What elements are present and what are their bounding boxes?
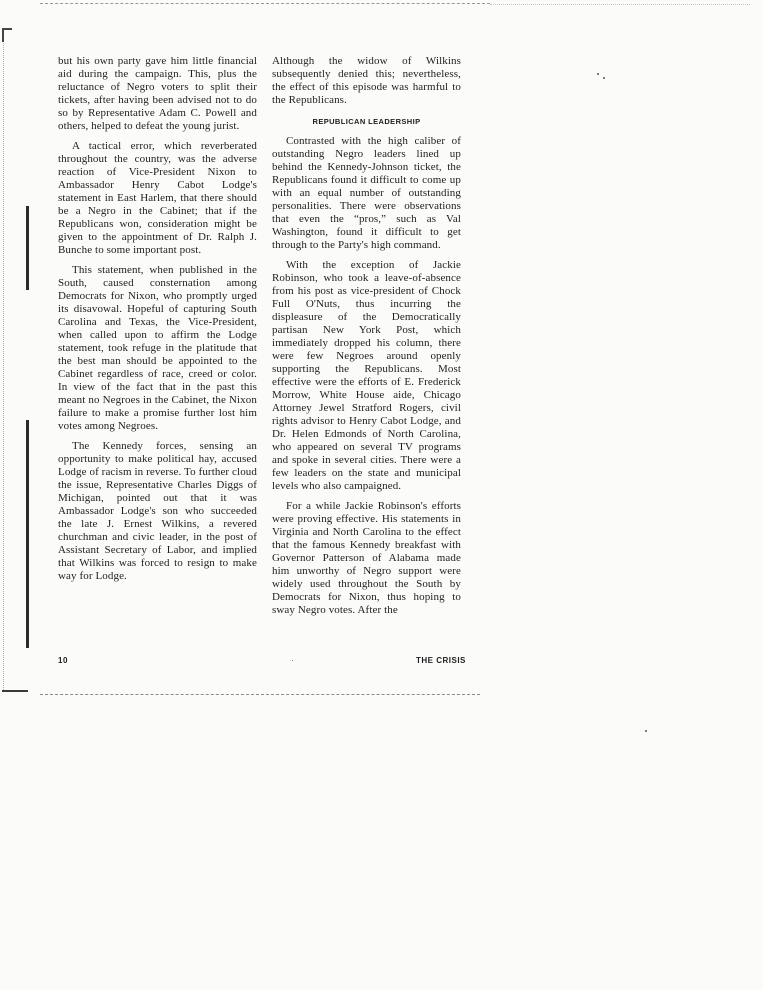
paragraph: but his own party gave him little financial aid during the campaign. This, plus the reluctance of Negro voters to split their tickets, after having been advised not to do so by Representative Adam C. Powell and others, helped to defeat the young jurist. (58, 55, 257, 132)
paragraph: With the exception of Jackie Robinson, who took a leave-of-absence from his post as vice-president of Chock Full O'Nuts, thus incurring the displeasure of the Democratically partisan New York Post, which immediately dropped his column, there were few Negroes around openly supporting the Republicans. Most effective were the efforts of E. Frederick Morrow, White House aide, Chicago Attorney Jewel Stratford Rogers, civil rights advisor to Henry Cabot Lodge, and Dr. Helen Edmonds of North Carolina, who appeared on several TV programs and spoke in several cities. There were a few leaders on the state and municipal levels who also campaigned. (272, 259, 461, 492)
scan-edge-top-right (490, 4, 750, 5)
scan-edge-bottom-left (2, 690, 28, 692)
right-column (272, 55, 461, 624)
paragraph: This statement, when published in the South, caused consternation among Democrats for Nixon, who promptly urged its disavowal. Hopeful of capturing South Carolina and Texas, the Vice-President, when called upon to affirm the Lodge statement, took refuge in the platitude that the best man should be appointed to the Cabinet regardless of race, creed or color. In view of the fact that in the past this meant no Negroes in the Cabinet, the Nixon failure to make a promise further lost him votes among Negroes. (58, 264, 257, 432)
scan-speck (645, 730, 647, 732)
scan-speck (603, 77, 605, 79)
scan-corner-mark (2, 28, 12, 42)
paragraph: A tactical error, which reverberated throughout the country, was the adverse reaction of Vice-President Nixon to Ambassador Henry Cabot Lodge's statement in East Harlem, that there should be a Negro in the Cabinet; that if the Republicans won, consideration might be given to the appointment of Dr. Ralph J. Bunche to some important post. (58, 140, 257, 256)
scan-speck (292, 660, 293, 661)
page-number: 10 (58, 656, 68, 665)
scan-edge-top (40, 3, 490, 4)
paragraph: Contrasted with the high caliber of outstanding Negro leaders lined up behind the Kennedy-Johnson ticket, the Republicans found it difficult to come up with an equal number of outstanding personalities. There were observations that even the “pros,” such as Val Washington, found it difficult to get through to the Party's high command. (272, 135, 461, 251)
left-column (58, 55, 257, 590)
section-subhead: REPUBLICAN LEADERSHIP (312, 117, 421, 126)
scan-margin-bar (26, 420, 29, 648)
scan-edge-bottom (40, 694, 480, 695)
paragraph: For a while Jackie Robinson's efforts were proving effective. His statements in Virginia and North Carolina to the effect that the famous Kennedy breakfast with Governor Patterson of Alabama made him unworthy of Negro support were widely used throughout the South by Democrats for Nixon, thus hoping to sway Negro votes. After the (272, 500, 461, 616)
scan-margin-bar (26, 206, 29, 290)
scan-speck (597, 73, 599, 75)
paragraph: The Kennedy forces, sensing an opportunity to make political hay, accused Lodge of racism in reverse. To further cloud the issue, Representative Charles Diggs of Michigan, pointed out that it was Ambassador Lodge's son who succeeded the late J. Ernest Wilkins, a revered churchman and civic leader, in the post of Assistant Secretary of Labor, and implied that Wilkins was forced to resign to make way for Lodge. (58, 440, 257, 582)
paragraph: Although the widow of Wilkins subsequently denied this; nevertheless, the effect of this episode was harmful to the Republicans. (272, 55, 461, 106)
journal-name: THE CRISIS (416, 656, 466, 665)
scan-edge-left (3, 32, 4, 692)
